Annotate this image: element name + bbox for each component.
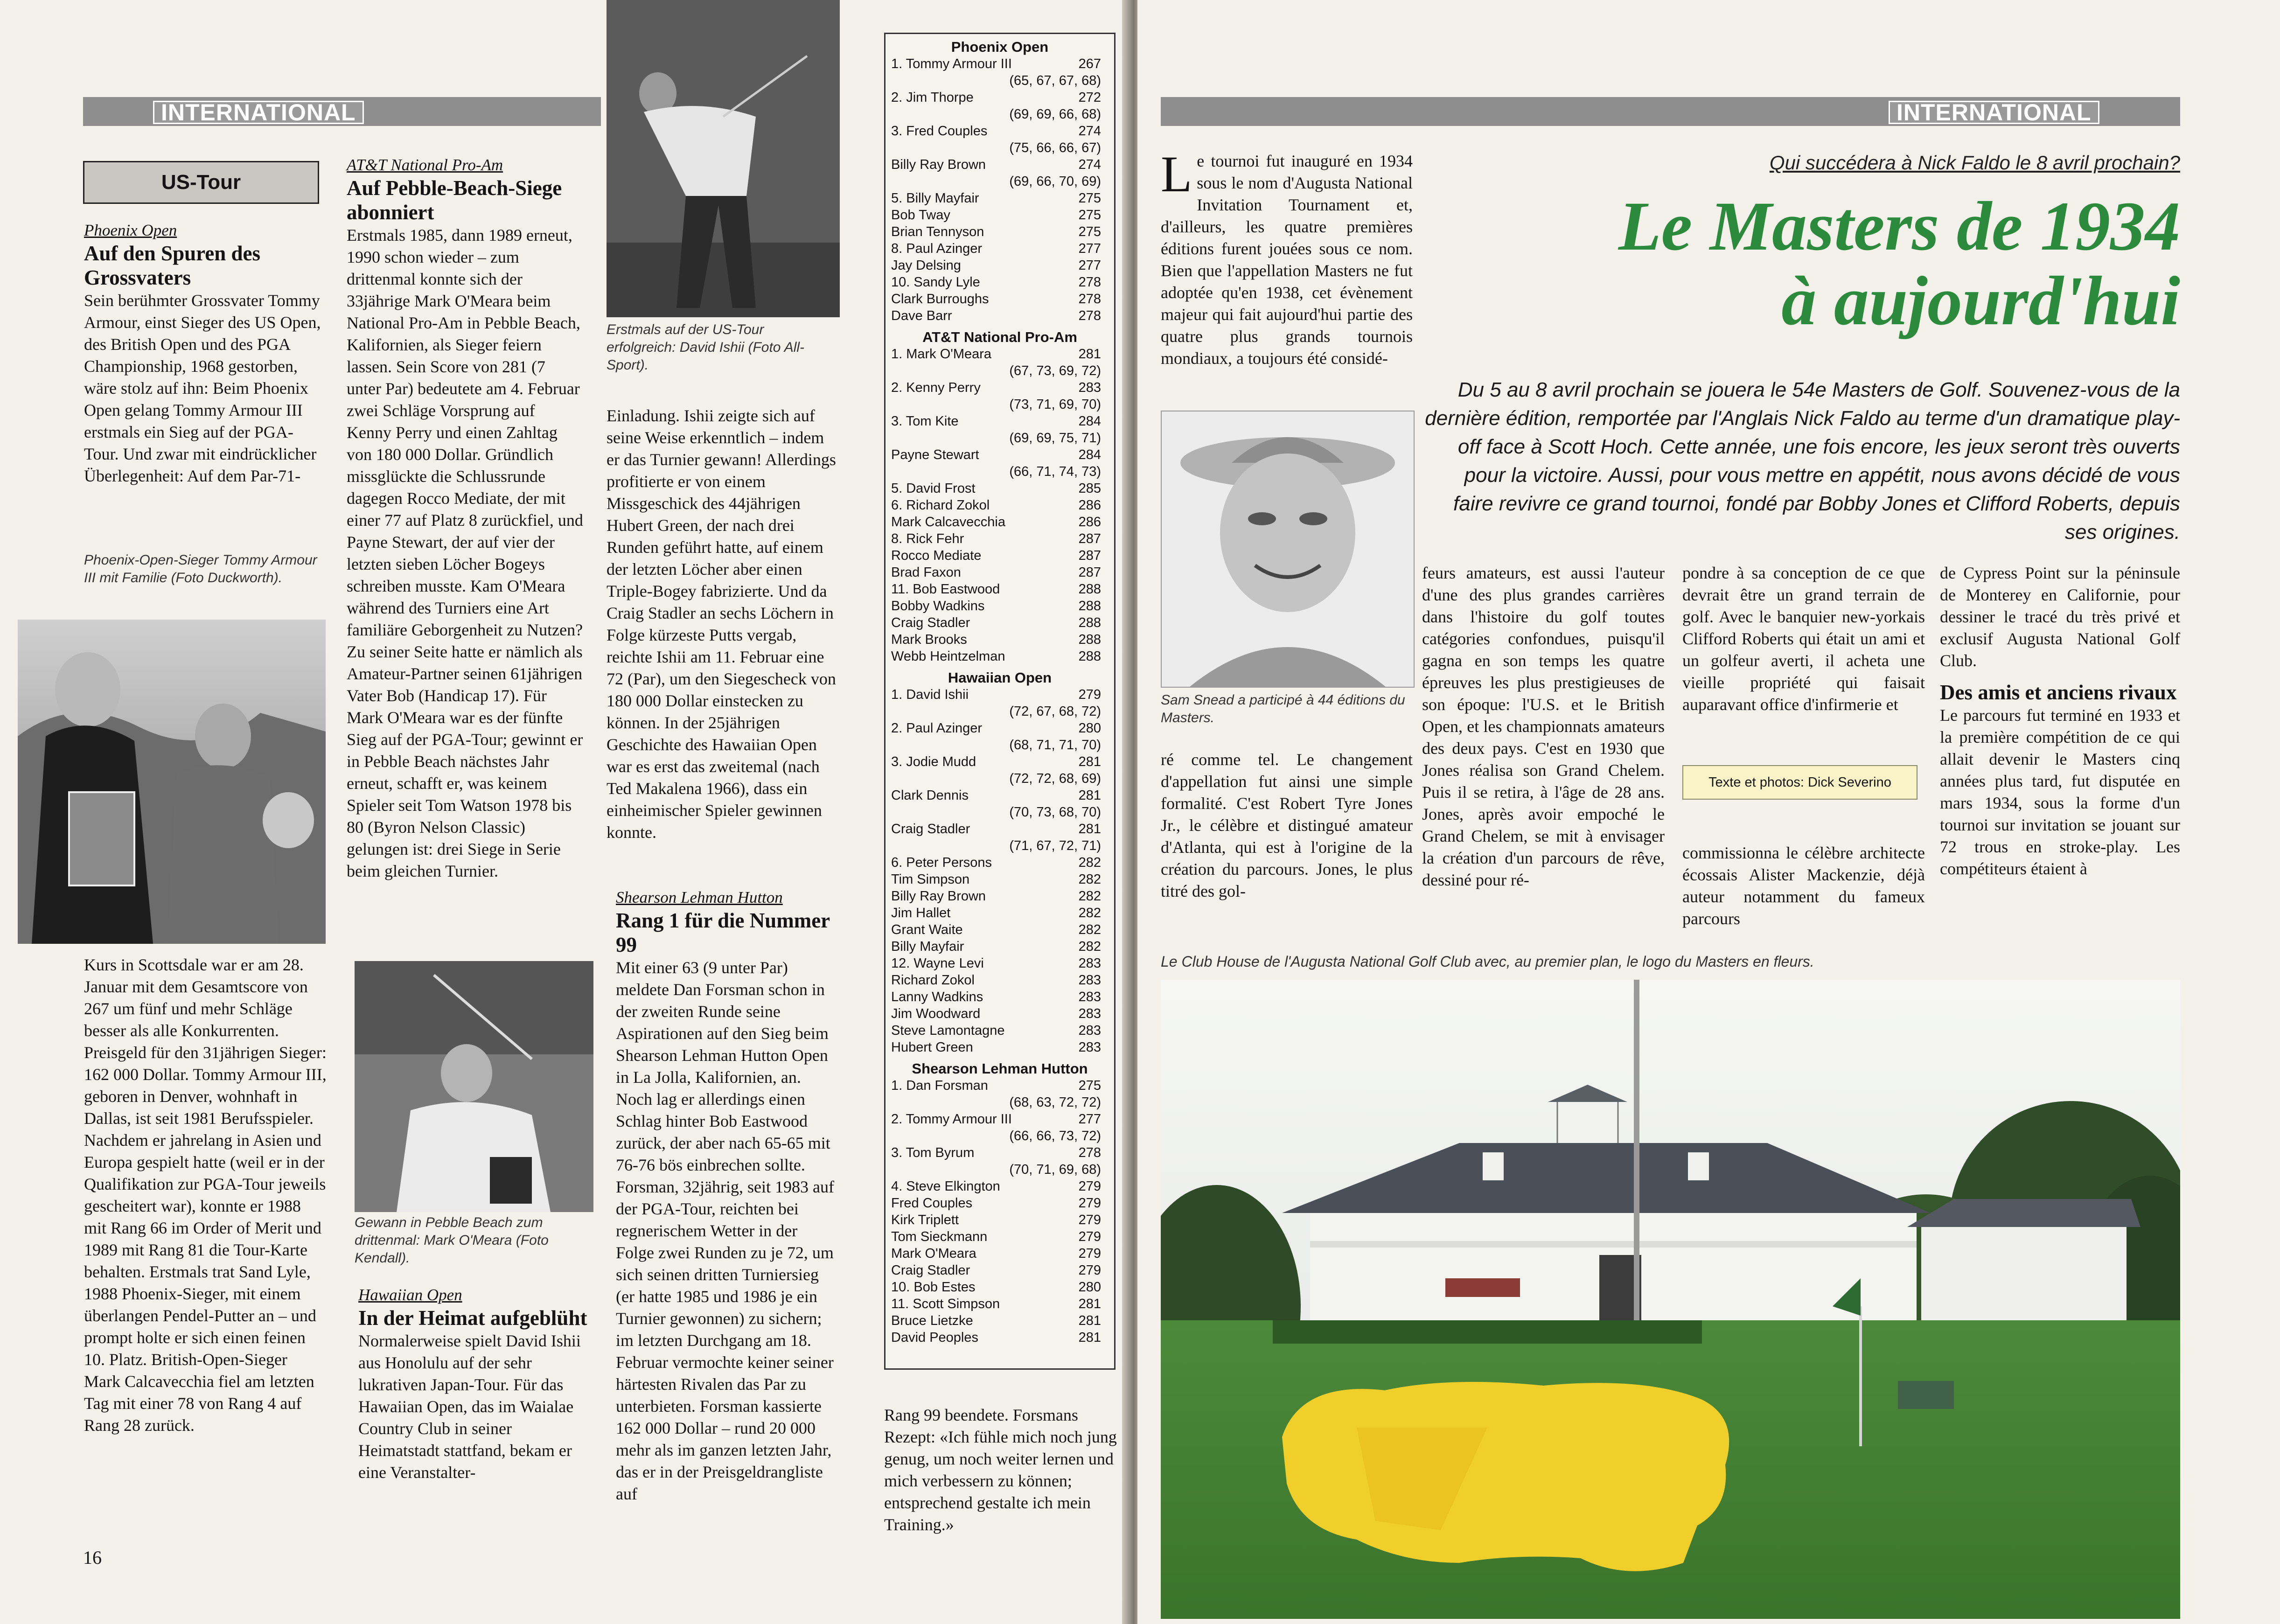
results-row [886,1228,1114,1245]
player-score: 284 [1078,414,1101,429]
results-row [886,106,1114,123]
omeara-photo-caption: Gewann in Pebble Beach zum drittenmal: Mark O'Meara (Foto Kendall). [355,1215,549,1266]
shearson-article [616,886,840,1505]
player-name: Craig Stadler [891,822,970,836]
player-name: Mark O'Meara [891,1246,976,1261]
player-score: 279 [1078,1213,1101,1227]
player-name: 2. Tommy Armour III [891,1112,1012,1127]
player-score: 282 [1078,939,1101,954]
article-col-4b-text: Le parcours fut terminé en 1933 et la première compétition de ce qui allait devenir le Masters cinq années plus tard, fut disputée en mars 1934, sous la forme d'un tournoi sur invitation se jouant sur 72 trous en stroke-play. Les compétiteurs étaient à [1940,706,2180,878]
clubhouse-photo [1161,980,2180,1619]
ishii-photo [607,0,840,317]
player-name: 5. Billy Mayfair [891,191,979,206]
armour-family-photo [18,620,326,944]
results-row [886,72,1114,89]
article-col-3-text: pondre à sa conception de ce que devrait être un grand terrain de golf. Avec le banquier new-yorkais Clifford Roberts qui était un ami et un golfeur averti, il acheta une vieille propriété qui faisait auparavant office d'infirmerie et [1682,564,1925,714]
player-name: Mark Calcavecchia [891,515,1005,530]
player-score: 283 [1078,380,1101,395]
att-article [347,154,584,882]
player-score: 282 [1078,906,1101,920]
player-score: 281 [1078,1296,1101,1311]
results-row [886,1144,1114,1161]
article-col-1-text: e tournoi fut inauguré en 1934 sous le nom d'Augusta National Invitation Tournament et, d'ailleurs, les quatre premières éditions furent jouées sous ce nom. Bien que l'appellation Masters ne fut adoptée qu'en 1938, cet évènement majeur qui fait aujourd'hui partie des quatre plus grands tournois mondiaux, a toujours été considé- [1161,152,1413,368]
results-row [886,274,1114,291]
article-col-4-subhead: Des amis et anciens rivaux [1940,681,2177,704]
results-title: Phoenix Open [951,39,1049,55]
player-name: Brian Tennyson [891,224,984,239]
player-score: 278 [1078,1145,1101,1160]
results-list [886,39,1114,1346]
player-name: Billy Ray Brown [891,889,986,904]
phoenix-article-bottom [84,954,327,1436]
results-row [886,686,1114,703]
player-name: 3. Tom Kite [891,414,959,429]
player-score: 277 [1078,258,1101,273]
player-name: Payne Stewart [891,447,979,462]
player-score: 281 [1078,754,1101,769]
hawaii-body: Normalerweise spielt David Ishii aus Honolulu auf der sehr lukrativen Japan-Tour. Für das Hawaiian Open, das im Waialae Country Club in seiner Heimatstadt stattfand, bekam er eine Veranstalter- [358,1331,581,1482]
player-name: 8. Rick Fehr [891,531,964,546]
results-row [886,1077,1114,1094]
player-score: 275 [1078,208,1101,223]
player-score: 288 [1078,649,1101,664]
results-row [886,497,1114,514]
results-row [886,854,1114,871]
player-score: 274 [1078,124,1101,139]
player-name: Lanny Wadkins [891,990,983,1004]
player-name: 3. Jodie Mudd [891,754,976,769]
hawaii-body-continued: Einladung. Ishii zeigte sich auf seine Weise erkenntlich – indem er das Turnier gewann! Allerdings profitierte er von einem Missgeschick des 44jährigen Hubert Green, der nach drei Runden geführt hatte, auf einem der letzten Löcher aber einen Triple-Bogey fabrizierte. Und da Craig Stadler an sechs Löchern in Folge kürzeste Putts vergab, reichte Ishii am 11. Februar eine 72 (Par), um den Siegescheck von 180 000 Dollar einstecken zu können. In der 25jährigen Geschichte des Hawaiian Open war es erst das zweitemal (nach Ted Makalena 1966), dass ein einheimischer Spieler gewinnen konnte. [607,406,836,842]
player-name: Clark Burroughs [891,292,989,307]
player-name: Fred Couples [891,1196,973,1211]
results-row [886,648,1114,665]
results-row [886,362,1114,379]
results-row [886,257,1114,274]
results-row [886,413,1114,430]
player-score: (70, 73, 68, 70) [1009,805,1101,820]
credit-box: Texte et photos: Dick Severino [1682,765,1917,800]
player-name: 1. Mark O'Meara [891,347,992,362]
player-score: (66, 71, 74, 73) [1009,464,1101,479]
right-page [1137,0,2280,1624]
results-row [886,955,1114,972]
shearson-headline: Rang 1 für die Nummer 99 [616,909,830,956]
player-score: 280 [1078,1280,1101,1295]
left-page [0,0,1128,1624]
player-name: 6. Richard Zokol [891,498,990,513]
player-score: 285 [1078,481,1101,496]
phoenix-photo-caption: Phoenix-Open-Sieger Tommy Armour III mit Familie (Foto Duckworth). [84,552,317,585]
player-score: (68, 71, 71, 70) [1009,738,1101,753]
phoenix-headline: Auf den Spuren des Grossvaters [84,242,261,289]
results-row [886,379,1114,396]
results-row [886,190,1114,207]
results-row [886,446,1114,463]
player-name: Richard Zokol [891,973,975,988]
player-score: 281 [1078,1330,1101,1345]
results-row [886,837,1114,854]
player-name: Tom Sieckmann [891,1229,988,1244]
player-score: 281 [1078,822,1101,836]
att-headline: Auf Pebble-Beach-Siege abonniert [347,176,562,224]
player-score: 288 [1078,632,1101,647]
player-score: 275 [1078,1078,1101,1093]
player-score: (66, 66, 73, 72) [1009,1129,1101,1143]
player-name: Clark Dennis [891,788,969,803]
player-score: 275 [1078,224,1101,239]
results-row [886,581,1114,598]
results-row [886,396,1114,413]
omeara-photo [355,961,593,1212]
results-row [886,240,1114,257]
results-row [886,173,1114,190]
player-name: 2. Paul Azinger [891,721,983,736]
player-score: 288 [1078,615,1101,630]
player-score: 283 [1078,1006,1101,1021]
player-name: 11. Scott Simpson [891,1296,1000,1311]
article-col-1-continued [1161,749,1413,902]
player-score: 281 [1078,788,1101,803]
att-body: Erstmals 1985, dann 1989 erneut, 1990 schon wieder – zum drittenmal konnte sich der 33jährige Mark O'Meara beim National Pro-Am in Pebble Beach, Kalifornien, als Sieger feiern lassen. Sein Score von 281 (7 unter Par) bedeutete am 4. Februar zwei Schläge Vorsprung auf Kenny Perry und einen Zahltag von 180 000 Dollar. Gründlich missglückte die Schlussrunde dagegen Rocco Mediate, der mit einer 77 auf Platz 8 zurückfiel, und Payne Stewart, der auf vier der letzten sieben Löcher Bogeys schreiben musste. Kam O'Meara während des Turniers eine Art familiäre Geborgenheit zu Nutzen? Zu seiner Seite hatte er nämlich als Amateur-Partner seinen 61jährigen Vater Bob (Handicap 17). Für Mark O'Meara war es der fünfte Sieg auf der PGA-Tour; gewinnt er in Pebble Beach nächstes Jahr erneut, schafft er, was keinem Spieler seit Tom Watson 1978 bis 80 (Byron Nelson Classic) gelungen ist: drei Siege in Serie beim gleichen Turnier. [347,226,583,880]
results-row [886,307,1114,324]
results-row [886,1039,1114,1056]
main-title-line-1: Le Masters de 1934 [1618,188,2180,265]
sam-snead-caption: Sam Snead a participé à 44 éditions du Masters. [1161,692,1405,725]
results-row [886,480,1114,497]
results-row [886,888,1114,905]
player-score: 278 [1078,275,1101,290]
player-name: Tim Simpson [891,872,970,887]
player-score: (72, 67, 68, 72) [1009,704,1101,719]
player-name: 10. Bob Estes [891,1280,976,1295]
results-row [886,430,1114,446]
player-score: (69, 69, 66, 68) [1009,107,1101,122]
player-name: 10. Sandy Lyle [891,275,980,290]
player-score: 275 [1078,191,1101,206]
player-score: (73, 71, 69, 70) [1009,397,1101,412]
results-row [886,821,1114,837]
player-name: 12. Wayne Levi [891,956,984,971]
shearson-article-end [884,1404,1117,1536]
results-row [886,972,1114,989]
player-name: 1. Dan Forsman [891,1078,988,1093]
drop-cap: L [1161,146,1192,202]
player-name: Dave Barr [891,308,952,323]
results-row [886,905,1114,921]
results-row [886,1212,1114,1228]
player-name: Billy Mayfair [891,939,964,954]
section-banner [83,97,601,126]
results-row [886,56,1114,72]
results-row [886,1094,1114,1111]
results-row [886,346,1114,362]
player-score: 281 [1078,1313,1101,1328]
player-score: 287 [1078,548,1101,563]
player-score: (65, 67, 67, 68) [1009,73,1101,88]
player-score: 279 [1078,1246,1101,1261]
ishii-photo-caption: Erstmals auf der US-Tour erfolgreich: David Ishii (Foto All-Sport). [607,322,805,373]
hawaii-kicker: Hawaiian Open [358,1286,462,1304]
player-name: Craig Stadler [891,1263,970,1278]
player-score: 279 [1078,1229,1101,1244]
player-name: Bobby Wadkins [891,599,985,613]
phoenix-body-continued: Kurs in Scottsdale war er am 28. Januar mit dem Gesamtscore von 267 um fünf und mehr Schläge besser als alle Konkurrenten. Preisgeld für den 31jährigen Sieger: 162 000 Dollar. Tommy Armour III, geboren in Denver, wohnhaft in Dallas, ist seit 1981 Berufsspieler. Nachdem er jahrelang in Asien und Europa gespielt hatte (weil er in der Qualifikation zur PGA-Tour jeweils gescheitert war), konnte er 1988 mit Rang 66 im Order of Merit und 1989 mit Rang 81 die Tour-Karte behalten. Erstmals trat Sand Lyle, 1988 Phoenix-Sieger, mit einem überlangen Pendel-Putter an – und prompt holte er sich einen feinen 10. Platz. British-Open-Sieger Mark Calcavecchia fiel am letzten Tag mit einer 78 von Rang 4 auf Rang 28 zurück. [84,955,327,1435]
player-name: 3. Fred Couples [891,124,988,139]
hawaii-article [358,1284,592,1484]
player-score: 280 [1078,721,1101,736]
player-name: David Peoples [891,1330,978,1345]
player-score: (72, 72, 68, 69) [1009,771,1101,786]
player-score: 288 [1078,582,1101,597]
article-col-2 [1422,562,1665,891]
player-score: 279 [1078,687,1101,702]
player-name: Jim Hallet [891,906,951,920]
player-score: (75, 66, 66, 67) [1009,140,1101,155]
us-tour-box-title: US-Tour [83,161,319,204]
results-row [886,1329,1114,1346]
results-row [886,921,1114,938]
player-name: Grant Waite [891,922,963,937]
player-name: Bruce Lietzke [891,1313,973,1328]
player-name: Mark Brooks [891,632,967,647]
shearson-kicker: Shearson Lehman Hutton [616,888,783,906]
main-title [1464,189,2180,338]
player-name: Bob Tway [891,208,950,223]
page-number: 16 [83,1547,102,1568]
overline: Qui succédera à Nick Faldo le 8 avril prochain? [1769,152,2180,174]
main-title-line-2: à aujourd'hui [1781,262,2180,340]
player-name: 2. Kenny Perry [891,380,981,395]
player-score: 278 [1078,292,1101,307]
results-row [886,989,1114,1005]
results-title: Hawaiian Open [948,669,1052,686]
player-score: 277 [1078,1112,1101,1127]
results-row [886,1161,1114,1178]
results-row [886,123,1114,139]
article-col-3 [1682,562,1925,716]
results-row [886,156,1114,173]
player-score: 282 [1078,872,1101,887]
player-score: 287 [1078,565,1101,580]
results-title: AT&T National Pro-Am [922,329,1077,345]
results-row [886,1279,1114,1296]
results-row [886,1178,1114,1195]
player-score: 282 [1078,922,1101,937]
shearson-body-continued: Rang 99 beendete. Forsmans Rezept: «Ich fühle mich noch jung genug, um noch weiter lernen und mich verbessern zu können; entsprechend gestalte ich mein Training.» [884,1406,1117,1534]
phoenix-body: Sein berühmter Grossvater Tommy Armour, einst Sieger des US Open, des British Open und des PGA Championship, 1968 gestorben, wäre stolz auf ihn: Beim Phoenix Open gelang Tommy Armour III erstmals ein Sieg auf der PGA-Tour. Und zwar mit eindrücklicher Überlegenheit: Auf dem Par-71- [84,291,321,485]
player-name: 1. Tommy Armour III [891,56,1012,71]
results-row [886,1262,1114,1279]
article-col-2-text: feurs amateurs, est aussi l'auteur d'une des plus grandes carrières dans l'histoire du golf toutes catégories confondues, puisqu'il gagna en son temps les quatre épreuves les plus prestigieuses de son époque: l'U.S. et le British Open, et les championnats amateurs des deux pays. C'est en 1930 que Jones réalisa son Grand Chelem. Puis il se retira, à l'âge de 28 ans. Jones, après avoir empoché le Grand Chelem, se mit à envisager la création d'un parcours de rêve, dessiné pour ré- [1422,564,1665,889]
player-name: Jay Delsing [891,258,961,273]
article-col-3-continued [1682,842,1925,930]
player-name: 5. David Frost [891,481,976,496]
results-row [886,770,1114,787]
player-score: 272 [1078,90,1101,105]
section-label-right: INTERNATIONAL [1889,101,2099,124]
results-row [886,463,1114,480]
results-row [886,804,1114,821]
player-score: 286 [1078,515,1101,530]
phoenix-article-top [84,219,327,487]
results-row [886,1312,1114,1329]
sam-snead-photo [1161,411,1415,688]
player-score: 274 [1078,157,1101,172]
player-score: 283 [1078,1023,1101,1038]
player-score: 282 [1078,855,1101,870]
att-kicker: AT&T National Pro-Am [347,156,503,174]
results-title: Shearson Lehman Hutton [912,1060,1088,1077]
results-row [886,564,1114,581]
player-name: Webb Heintzelman [891,649,1005,664]
results-row [886,1005,1114,1022]
shearson-body: Mit einer 63 (9 unter Par) meldete Dan Forsman schon in der zweiten Runde seine Aspirationen auf den Sieg beim Shearson Lehman Hutton Open in La Jolla, Kalifornien, an. Noch lag er allerdings einen Schlag hinter Bob Eastwood zurück, der aber nach 65-65 mit 76-76 bös einbrechen sollte. Forsman, 32jährig, seit 1983 auf der PGA-Tour, reichten bei regnerischem Wetter in der Folge zwei Runden zu je 72, um sich seinen dritten Turniersieg (er hatte 1985 und 1986 je ein Turnier gewonnen) zu sichern; im letzten Durchgang am 18. Februar vermochte keiner seiner härtesten Rivalen das Par zu unterbieten. Forsman kassierte 162 000 Dollar – rund 20 000 mehr als im ganzen letzten Jahr, das er in der Preisgeldrangliste auf [616,958,834,1503]
results-row [886,631,1114,648]
results-row [886,291,1114,307]
results-row [886,207,1114,223]
player-score: (71, 67, 72, 71) [1009,838,1101,853]
lead-paragraph: Du 5 au 8 avril prochain se jouera le 54e Masters de Golf. Souvenez-vous de la dernière édition, remportée par l'Anglais Nick Faldo au terme d'un dramatique play-off face à Scott Hoch. Cette année, une fois encore, les jeux seront très ouverts pour la victoire. Aussi, pour vous mettre en appétit, nous avons décidé de vous faire revivre ce grand tournoi, fondé par Bobby Jones et Clifford Roberts, depuis ses origines. [1425,378,2180,544]
section-banner-right [1161,97,2180,126]
player-score: 286 [1078,498,1101,513]
player-score: 288 [1078,599,1101,613]
article-col-4a-text: de Cypress Point sur la péninsule de Monterey en Californie, pour dessiner le tracé du très privé et exclusif Augusta National Golf Club. [1940,564,2180,670]
player-name: 3. Tom Byrum [891,1145,975,1160]
article-col-4 [1940,562,2180,880]
player-score: 283 [1078,973,1101,988]
player-score: 287 [1078,531,1101,546]
results-row [886,1296,1114,1312]
player-score: (68, 63, 72, 72) [1009,1095,1101,1110]
player-score: 284 [1078,447,1101,462]
player-score: (69, 69, 75, 71) [1009,431,1101,446]
player-score: 278 [1078,308,1101,323]
player-name: 4. Steve Elkington [891,1179,1000,1194]
results-row [886,1128,1114,1144]
results-row [886,871,1114,888]
section-label: INTERNATIONAL [153,101,364,124]
player-name: Brad Faxon [891,565,961,580]
player-score: 279 [1078,1263,1101,1278]
results-row [886,703,1114,720]
player-name: 2. Jim Thorpe [891,90,974,105]
results-row [886,89,1114,106]
player-name: 6. Peter Persons [891,855,992,870]
player-name: 8. Paul Azinger [891,241,983,256]
results-row [886,787,1114,804]
player-score: 282 [1078,889,1101,904]
player-score: 267 [1078,56,1101,71]
player-name: Rocco Mediate [891,548,982,563]
player-score: 283 [1078,1040,1101,1055]
results-row [886,1195,1114,1212]
results-row [886,598,1114,614]
player-name: 11. Bob Eastwood [891,582,1000,597]
results-row [886,223,1114,240]
player-score: (69, 66, 70, 69) [1009,174,1101,189]
player-name: 1. David Ishii [891,687,969,702]
phoenix-kicker: Phoenix Open [84,221,177,239]
clubhouse-photo-caption: Le Club House de l'Augusta National Golf Club avec, au premier plan, le logo du Masters en fleurs. [1161,953,1814,970]
results-row [886,530,1114,547]
results-row [886,938,1114,955]
player-name: Jim Woodward [891,1006,981,1021]
results-box [884,33,1116,1370]
player-score: 277 [1078,241,1101,256]
results-row [886,547,1114,564]
player-score: 283 [1078,956,1101,971]
results-row [886,753,1114,770]
player-name: Billy Ray Brown [891,157,986,172]
hawaii-article-continued [607,405,840,843]
player-name: Hubert Green [891,1040,973,1055]
article-col-3b-text: commissionna le célèbre architecte écossais Alister Mackenzie, déjà auteur notamment du fameux parcours [1682,843,1925,928]
hawaii-headline: In der Heimat aufgeblüht [358,1306,587,1330]
player-score: (67, 73, 69, 72) [1009,363,1101,378]
results-row [886,737,1114,753]
player-score: 283 [1078,990,1101,1004]
results-row [886,139,1114,156]
player-name: Craig Stadler [891,615,970,630]
article-col-1b-text: ré comme tel. Le changement d'appellation fut ainsi une simple formalité. C'est Robert Tyre Jones Jr., le célèbre et distingué amateur d'Atlanta, qui est à l'origine de la création du parcours. Jones, le plus titré des gol- [1161,750,1413,900]
player-score: 281 [1078,347,1101,362]
results-row [886,614,1114,631]
player-score: 279 [1078,1179,1101,1194]
results-row [886,1022,1114,1039]
player-name: Kirk Triplett [891,1213,959,1227]
results-row [886,514,1114,530]
results-row [886,1111,1114,1128]
player-score: (70, 71, 69, 68) [1009,1162,1101,1177]
results-row [886,1245,1114,1262]
article-col-1 [1161,146,1413,369]
results-row [886,720,1114,737]
player-score: 279 [1078,1196,1101,1211]
player-name: Steve Lamontagne [891,1023,1005,1038]
